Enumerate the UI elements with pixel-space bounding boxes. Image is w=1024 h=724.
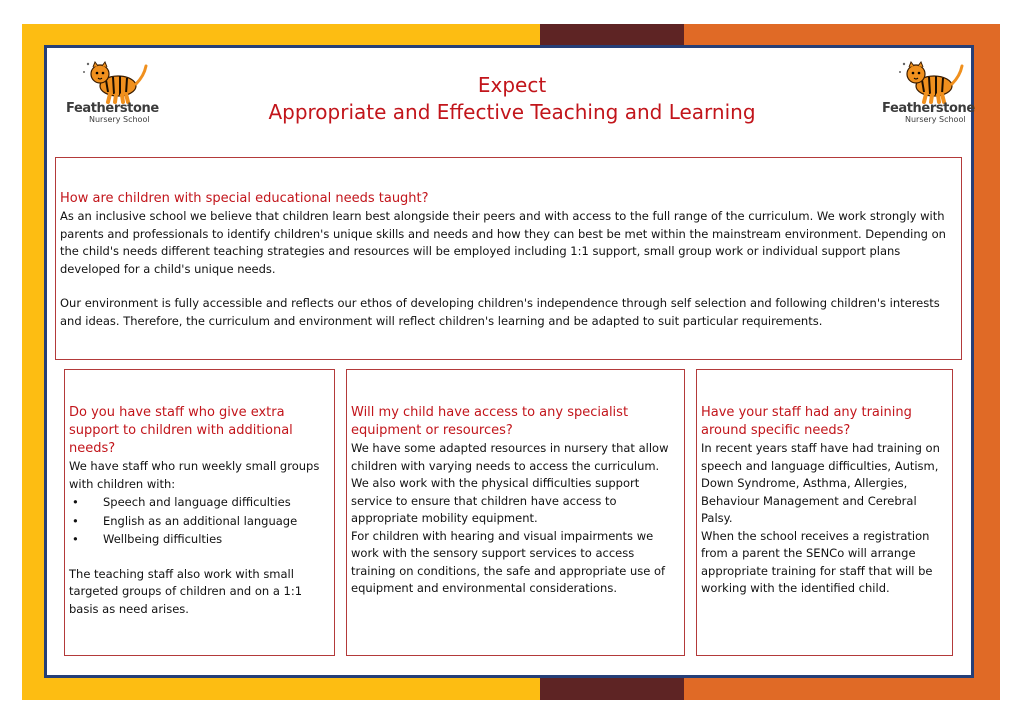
section-staff-intro: We have staff who run weekly small groups with children with: xyxy=(69,459,320,491)
section-staff xyxy=(64,369,335,656)
section-training-para2: When the school receives a registration from a parent the SENCo will arrange appropriate training for staff that will be working with the identified child. xyxy=(701,528,933,595)
section-training xyxy=(696,369,953,656)
section-main-heading: How are children with special educational needs taught? xyxy=(60,191,429,206)
section-equipment-heading: Will my child have access to any specialist equipment or resources? xyxy=(351,405,629,438)
section-staff-heading: Do you have staff who give extra support to children with additional needs? xyxy=(69,405,293,456)
page-title-line1: Expect xyxy=(477,73,547,97)
section-equipment xyxy=(346,369,685,656)
section-main xyxy=(55,157,962,360)
logo-wordmark: Featherstone xyxy=(882,101,975,116)
bullet-icon: • xyxy=(72,513,79,528)
logo-subtext: Nursery School xyxy=(905,115,966,124)
bullet-icon: • xyxy=(72,532,79,546)
tiger-icon xyxy=(80,56,150,104)
list-item xyxy=(69,493,331,512)
list-item-label: Wellbeing difficulties xyxy=(103,532,223,546)
tiger-icon xyxy=(896,56,966,104)
section-equipment-para2: We also work with the physical difficulties support service to ensure that children have access to appropriate mobility equipment. xyxy=(351,476,640,525)
staff-bullet-list xyxy=(69,493,331,549)
section-staff-outro: The teaching staff also work with small targeted groups of children and on a 1:1 basis as need arises. xyxy=(69,566,303,616)
logo-wordmark: Featherstone xyxy=(66,101,159,116)
section-equipment-para1: We have some adapted resources in nursery that allow children with varying needs to access the curriculum. xyxy=(351,441,669,473)
list-item-label: Speech and language difficulties xyxy=(103,495,291,509)
section-training-para1: In recent years staff have had training on speech and language difficulties, Autism, Down Syndrome, Asthma, Allergies, Behaviour Management and Cerebral Palsy. xyxy=(701,441,940,525)
page-title-line2: Appropriate and Effective Teaching and Learning xyxy=(268,100,756,124)
list-item xyxy=(69,530,331,549)
list-item-label: English as an additional language xyxy=(103,513,298,528)
bullet-icon: • xyxy=(72,495,79,509)
school-logo-left xyxy=(62,56,160,126)
section-training-heading: Have your staff had any training around specific needs? xyxy=(701,405,912,438)
section-equipment-para3: For children with hearing and visual impairments we work with the sensory support services to access training on conditions, the safe and appropriate use of equipment and environmental considerations. xyxy=(351,528,666,595)
section-main-para1: As an inclusive school we believe that children learn best alongside their peers and with access to the full range of the curriculum. We work strongly with parents and professionals to identify children's unique skills and needs and how they can best be met within the mainstream environment. Depending on the child's needs different teaching strategies and resources will be employed including 1:1 support, small group work or individual support plans developed for a child's unique needs. xyxy=(60,209,946,276)
school-logo-right xyxy=(878,56,976,126)
section-main-para2: Our environment is fully accessible and reflects our ethos of developing children's independence through self selection and following children's interests and ideas. Therefore, the curriculum and environment will reflect children's learning and be adapted to suit particular requirements. xyxy=(60,296,940,328)
list-item xyxy=(69,512,331,531)
logo-subtext: Nursery School xyxy=(89,115,150,124)
